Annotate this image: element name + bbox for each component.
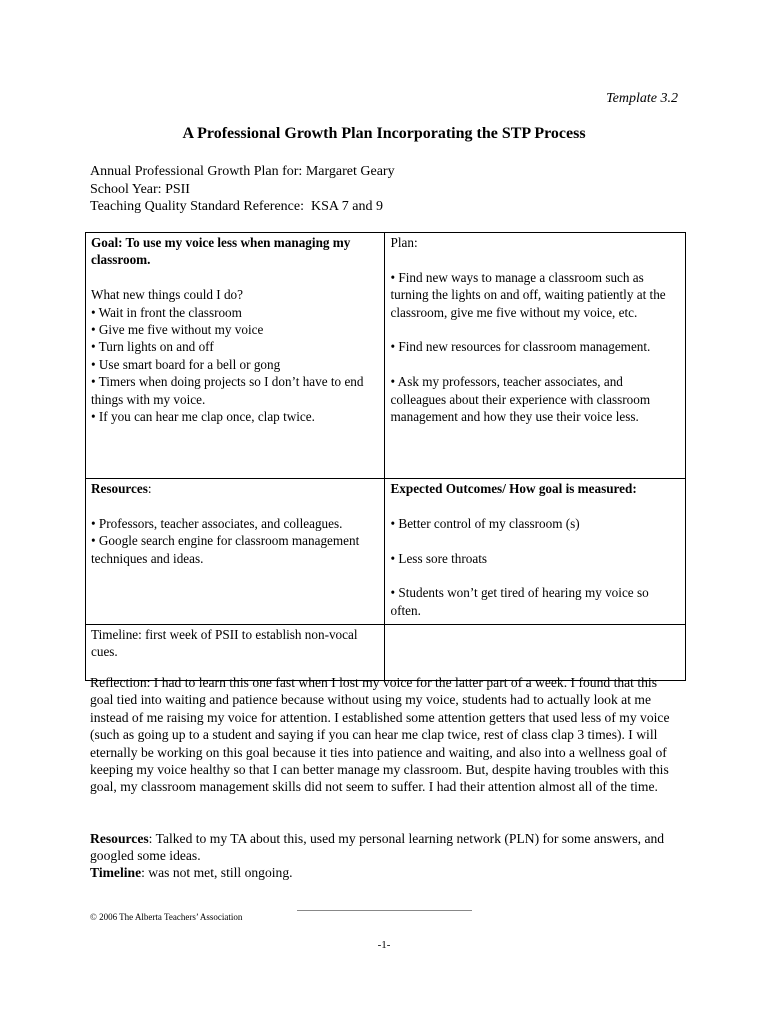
outcomes-cell xyxy=(385,479,686,625)
outcomes-item: • Less sore throats xyxy=(390,550,488,566)
plan-item: • Ask my professors, teacher associates, and colleagues about their experience with classroom management and how they use their voice less. xyxy=(390,374,651,425)
outcomes-item: • Better control of my classroom (s) xyxy=(390,515,580,531)
page-title: A Professional Growth Plan Incorporating the STP Process xyxy=(182,125,586,142)
template-label: Template 3.2 xyxy=(606,91,678,106)
timeline-summary xyxy=(90,864,682,881)
tqs-value: KSA 7 and 9 xyxy=(311,199,383,214)
school-year-label: School Year: xyxy=(90,181,162,197)
plan-item: • Find new resources for classroom management. xyxy=(390,339,651,355)
table-row xyxy=(86,233,686,479)
growth-plan-table xyxy=(85,232,686,681)
goal-item: • Turn lights on and off xyxy=(91,339,214,355)
goal-item: • Use smart board for a bell or gong xyxy=(91,356,281,372)
table-row xyxy=(86,625,686,681)
outcomes-item: • Students won’t get tired of hearing my voice so often. xyxy=(390,585,649,618)
empty-cell xyxy=(385,625,686,681)
resources-item: • Professors, teacher associates, and colleagues. xyxy=(91,515,343,531)
plan-item: • Find new ways to manage a classroom such as turning the lights on and off, waiting patiently at the classroom, give me five without my voice, etc. xyxy=(390,269,666,320)
resources-item: • Google search engine for classroom management techniques and ideas. xyxy=(91,533,360,566)
plan-for-line xyxy=(90,163,395,181)
footer-divider xyxy=(297,910,472,911)
outcomes-heading: Expected Outcomes/ How goal is measured: xyxy=(390,481,637,496)
goal-item: • Give me five without my voice xyxy=(91,322,264,338)
timeline-summary-label: Timeline xyxy=(90,865,142,880)
plan-header xyxy=(90,163,395,216)
tqs-label: Teaching Quality Standard Reference: xyxy=(90,199,304,214)
reflection-paragraph: Reflection: I had to learn this one fast when I lost my voice for the latter part of a week. I found that this goal tied into waiting and patience because without using my voice, students had to actually look at me instead of me raising my voice for attention. I established some attention getters that used less of my voice (such as going up to a student and saying if you can hear me clap twice, rest of class clap 3 times). I will eternally be working on this goal because it ties into patience and waiting, and also into a wellness goal of keeping my voice healthy so that I can better manage my classroom. But, despite having troubles with this goal, my classroom management skills did not seem to suffer. I had their attention almost all of the time. xyxy=(90,675,670,795)
goal-item: • Timers when doing projects so I don’t have to end things with my voice. xyxy=(91,374,364,407)
plan-heading: Plan xyxy=(390,235,414,250)
plan-for-value: Margaret Geary xyxy=(305,164,395,179)
goal-heading: Goal: To use my voice less when managing my classroom. xyxy=(91,235,351,268)
timeline-summary-text: : was not met, still ongoing. xyxy=(141,865,293,880)
resources-summary-text: : Talked to my TA about this, used my personal learning network (PLN) for some answers, and googled some ideas. xyxy=(90,831,665,864)
resources-heading: Resources xyxy=(91,481,148,496)
resources-cell: Resources: • Professors, teacher associates, and colleagues. • Google search engine for classroom management techniques and ideas. xyxy=(86,479,385,625)
school-year-value: PSII xyxy=(165,181,190,197)
page-number: -1- xyxy=(377,939,391,951)
goal-item: • Wait in front the classroom xyxy=(91,304,242,320)
plan-for-label: Annual Professional Growth Plan for: xyxy=(90,164,303,179)
goal-question: What new things could I do? xyxy=(91,287,243,303)
goal-cell xyxy=(86,233,385,479)
plan-cell: Plan: • Find new ways to manage a classroom such as turning the lights on and off, waiting patiently at the classroom, give me five without my voice, etc. • Find new resources for classroom management. • Ask my professors, teacher associates, and colleagues about their experience with classroom management and how they use their voice less. xyxy=(385,233,686,479)
resources-summary-label: Resources xyxy=(90,831,149,846)
school-year-line xyxy=(90,181,395,199)
copyright-notice: © 2006 The Alberta Teachers’ Association xyxy=(90,912,243,922)
resources-summary xyxy=(90,830,682,865)
table-row xyxy=(86,479,686,625)
goal-item: • If you can hear me clap once, clap twice. xyxy=(91,409,315,425)
tqs-line xyxy=(90,198,395,216)
timeline-cell: Timeline: first week of PSII to establish non-vocal cues. xyxy=(86,625,385,681)
